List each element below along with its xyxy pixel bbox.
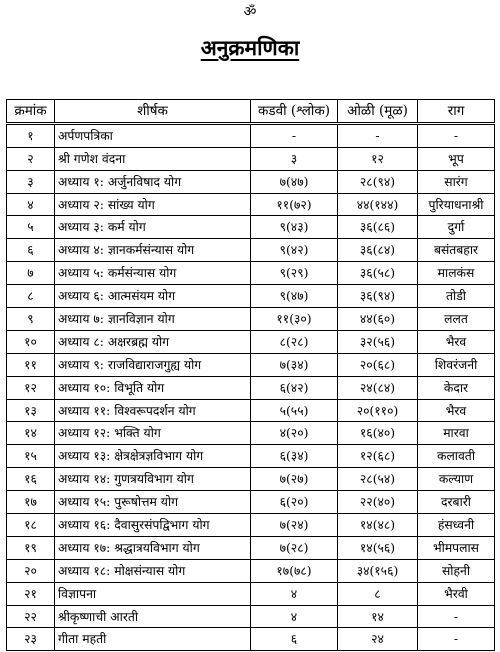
serial-cell: ४ [7, 193, 55, 216]
table-row [7, 399, 495, 422]
title-cell: अध्याय ८: अक्षरब्रह्म योग [55, 330, 251, 353]
serial-cell: ९ [7, 308, 55, 331]
raga-cell: शिवरंजनी [418, 353, 495, 376]
table-row [7, 353, 495, 376]
stanzas-cell: ३ [251, 147, 338, 170]
table-row [7, 216, 495, 239]
stanzas-cell: ११(७२) [251, 193, 338, 216]
title-cell: अध्याय ९: राजविद्याराजगुह्य योग [55, 353, 251, 376]
serial-cell: १६ [7, 468, 55, 491]
title-cell: अर्पणपत्रिका [55, 123, 251, 147]
table-row [7, 147, 495, 170]
page-title-text: अनुक्रमणिका [200, 35, 300, 60]
page-title [0, 34, 500, 62]
title-cell: अध्याय २: सांख्य योग [55, 193, 251, 216]
lines-cell: २४ [338, 628, 418, 651]
serial-cell: २ [7, 147, 55, 170]
raga-cell: सोहनी [418, 559, 495, 582]
lines-cell: १४(४८) [338, 514, 418, 537]
title-cell: श्री गणेश वंदना [55, 147, 251, 170]
stanzas-cell: ९(४३) [251, 216, 338, 239]
raga-cell: - [418, 628, 495, 651]
serial-cell: १२ [7, 376, 55, 399]
title-cell: अध्याय १८: मोक्षसंन्यास योग [55, 559, 251, 582]
serial-cell: २२ [7, 605, 55, 628]
table-row [7, 170, 495, 193]
lines-cell: १४ [338, 605, 418, 628]
table-row [7, 445, 495, 468]
serial-cell: २० [7, 559, 55, 582]
lines-cell: ४४(६०) [338, 308, 418, 331]
stanzas-cell: ९(४२) [251, 239, 338, 262]
title-cell: अध्याय ३: कर्म योग [55, 216, 251, 239]
header-lines: ओळी (मूळ) [338, 100, 418, 124]
serial-cell: २१ [7, 582, 55, 605]
raga-cell: मालकंस [418, 262, 495, 285]
title-cell: अध्याय १०: विभूति योग [55, 376, 251, 399]
lines-cell: १६(४०) [338, 422, 418, 445]
stanzas-cell: ९(४७) [251, 285, 338, 308]
stanzas-cell: ४(२०) [251, 422, 338, 445]
stanzas-cell: - [251, 123, 338, 147]
lines-cell: २०(११०) [338, 399, 418, 422]
lines-cell: २८(५४) [338, 468, 418, 491]
header-title: शीर्षक [55, 100, 251, 124]
lines-cell: १२ [338, 147, 418, 170]
table-row [7, 262, 495, 285]
stanzas-cell: १७(७८) [251, 559, 338, 582]
table-row [7, 514, 495, 537]
serial-cell: ३ [7, 170, 55, 193]
raga-cell: ललत [418, 308, 495, 331]
raga-cell: - [418, 123, 495, 147]
lines-cell: ३६(८४) [338, 239, 418, 262]
table-row [7, 422, 495, 445]
lines-cell: १४(५६) [338, 536, 418, 559]
title-cell: श्रीकृष्णाची आरती [55, 605, 251, 628]
lines-cell: - [338, 123, 418, 147]
serial-cell: ७ [7, 262, 55, 285]
stanzas-cell: ७(२८) [251, 536, 338, 559]
serial-cell: ६ [7, 239, 55, 262]
title-cell: अध्याय ११: विश्वरूपदर्शन योग [55, 399, 251, 422]
title-cell: अध्याय ७: ज्ञानविज्ञान योग [55, 308, 251, 331]
raga-cell: भैरवी [418, 582, 495, 605]
stanzas-cell: ८(२८) [251, 330, 338, 353]
lines-cell: २०(६८) [338, 353, 418, 376]
table-row [7, 239, 495, 262]
raga-cell: भीमपलास [418, 536, 495, 559]
header-raga: राग [418, 100, 495, 124]
stanzas-cell: ११(३०) [251, 308, 338, 331]
raga-cell: पुरियाधनाश्री [418, 193, 495, 216]
table-row [7, 468, 495, 491]
table-row [7, 330, 495, 353]
stanzas-cell: ४ [251, 605, 338, 628]
stanzas-cell: ७(२४) [251, 514, 338, 537]
raga-cell: सारंग [418, 170, 495, 193]
table-row [7, 285, 495, 308]
serial-cell: १३ [7, 399, 55, 422]
lines-cell: ८ [338, 582, 418, 605]
lines-cell: ३६(५८) [338, 262, 418, 285]
raga-cell: भूप [418, 147, 495, 170]
lines-cell: ३६(९४) [338, 285, 418, 308]
raga-cell: तोडी [418, 285, 495, 308]
title-cell: अध्याय १६: दैवासुरसंपद्विभाग योग [55, 514, 251, 537]
title-cell: विज्ञापना [55, 582, 251, 605]
raga-cell: दुर्गा [418, 216, 495, 239]
table-row [7, 559, 495, 582]
raga-cell: भैरव [418, 399, 495, 422]
stanzas-cell: ६(४२) [251, 376, 338, 399]
table-row [7, 491, 495, 514]
title-cell: गीता महती [55, 628, 251, 651]
lines-cell: ३४(१५६) [338, 559, 418, 582]
stanzas-cell: ७(२७) [251, 468, 338, 491]
header-serial: क्रमांक [7, 100, 55, 124]
stanzas-cell: ४ [251, 582, 338, 605]
om-symbol: ॐ [243, 4, 257, 20]
stanzas-cell: ६ [251, 628, 338, 651]
stanzas-cell: ७(३४) [251, 353, 338, 376]
table-row [7, 376, 495, 399]
table-row [7, 582, 495, 605]
table-row [7, 308, 495, 331]
raga-cell: दरबारी [418, 491, 495, 514]
header-row [7, 100, 495, 124]
title-cell: अध्याय १४: गुणत्रयविभाग योग [55, 468, 251, 491]
serial-cell: ११ [7, 353, 55, 376]
lines-cell: ३२(५६) [338, 330, 418, 353]
serial-cell: १४ [7, 422, 55, 445]
stanzas-cell: ६(३४) [251, 445, 338, 468]
title-cell: अध्याय ६: आत्मसंयम योग [55, 285, 251, 308]
serial-cell: १० [7, 330, 55, 353]
lines-cell: २८(९४) [338, 170, 418, 193]
raga-cell: कल्याण [418, 468, 495, 491]
stanzas-cell: ७(४७) [251, 170, 338, 193]
lines-cell: २२(४०) [338, 491, 418, 514]
title-cell: अध्याय १३: क्षेत्रक्षेत्रज्ञविभाग योग [55, 445, 251, 468]
title-cell: अध्याय ५: कर्मसंन्यास योग [55, 262, 251, 285]
table-row [7, 605, 495, 628]
raga-cell: बसंतबहार [418, 239, 495, 262]
title-cell: अध्याय १२: भक्ति योग [55, 422, 251, 445]
raga-cell: कलावती [418, 445, 495, 468]
table-row [7, 123, 495, 147]
lines-cell: ४४(१४४) [338, 193, 418, 216]
serial-cell: १ [7, 123, 55, 147]
serial-cell: १९ [7, 536, 55, 559]
serial-cell: ५ [7, 216, 55, 239]
table-row [7, 193, 495, 216]
lines-cell: ३६(८६) [338, 216, 418, 239]
raga-cell: मारवा [418, 422, 495, 445]
raga-cell: - [418, 605, 495, 628]
table-row [7, 628, 495, 651]
table-body [7, 123, 495, 650]
title-cell: अध्याय १७: श्रद्धात्रयविभाग योग [55, 536, 251, 559]
stanzas-cell: ६(२०) [251, 491, 338, 514]
stanzas-cell: ९(२९) [251, 262, 338, 285]
table-row [7, 536, 495, 559]
raga-cell: भैरव [418, 330, 495, 353]
lines-cell: २४(८४) [338, 376, 418, 399]
serial-cell: १७ [7, 491, 55, 514]
title-cell: अध्याय १: अर्जुनविषाद योग [55, 170, 251, 193]
lines-cell: १२(६८) [338, 445, 418, 468]
title-cell: अध्याय ४: ज्ञानकर्मसंन्यास योग [55, 239, 251, 262]
serial-cell: २३ [7, 628, 55, 651]
raga-cell: केदार [418, 376, 495, 399]
serial-cell: १५ [7, 445, 55, 468]
title-cell: अध्याय १५: पुरूषोत्तम योग [55, 491, 251, 514]
raga-cell: हंसध्वनी [418, 514, 495, 537]
serial-cell: १८ [7, 514, 55, 537]
stanzas-cell: ५(५५) [251, 399, 338, 422]
index-table [6, 99, 495, 651]
header-stanzas: कडवी (श्लोक) [251, 100, 338, 124]
serial-cell: ८ [7, 285, 55, 308]
